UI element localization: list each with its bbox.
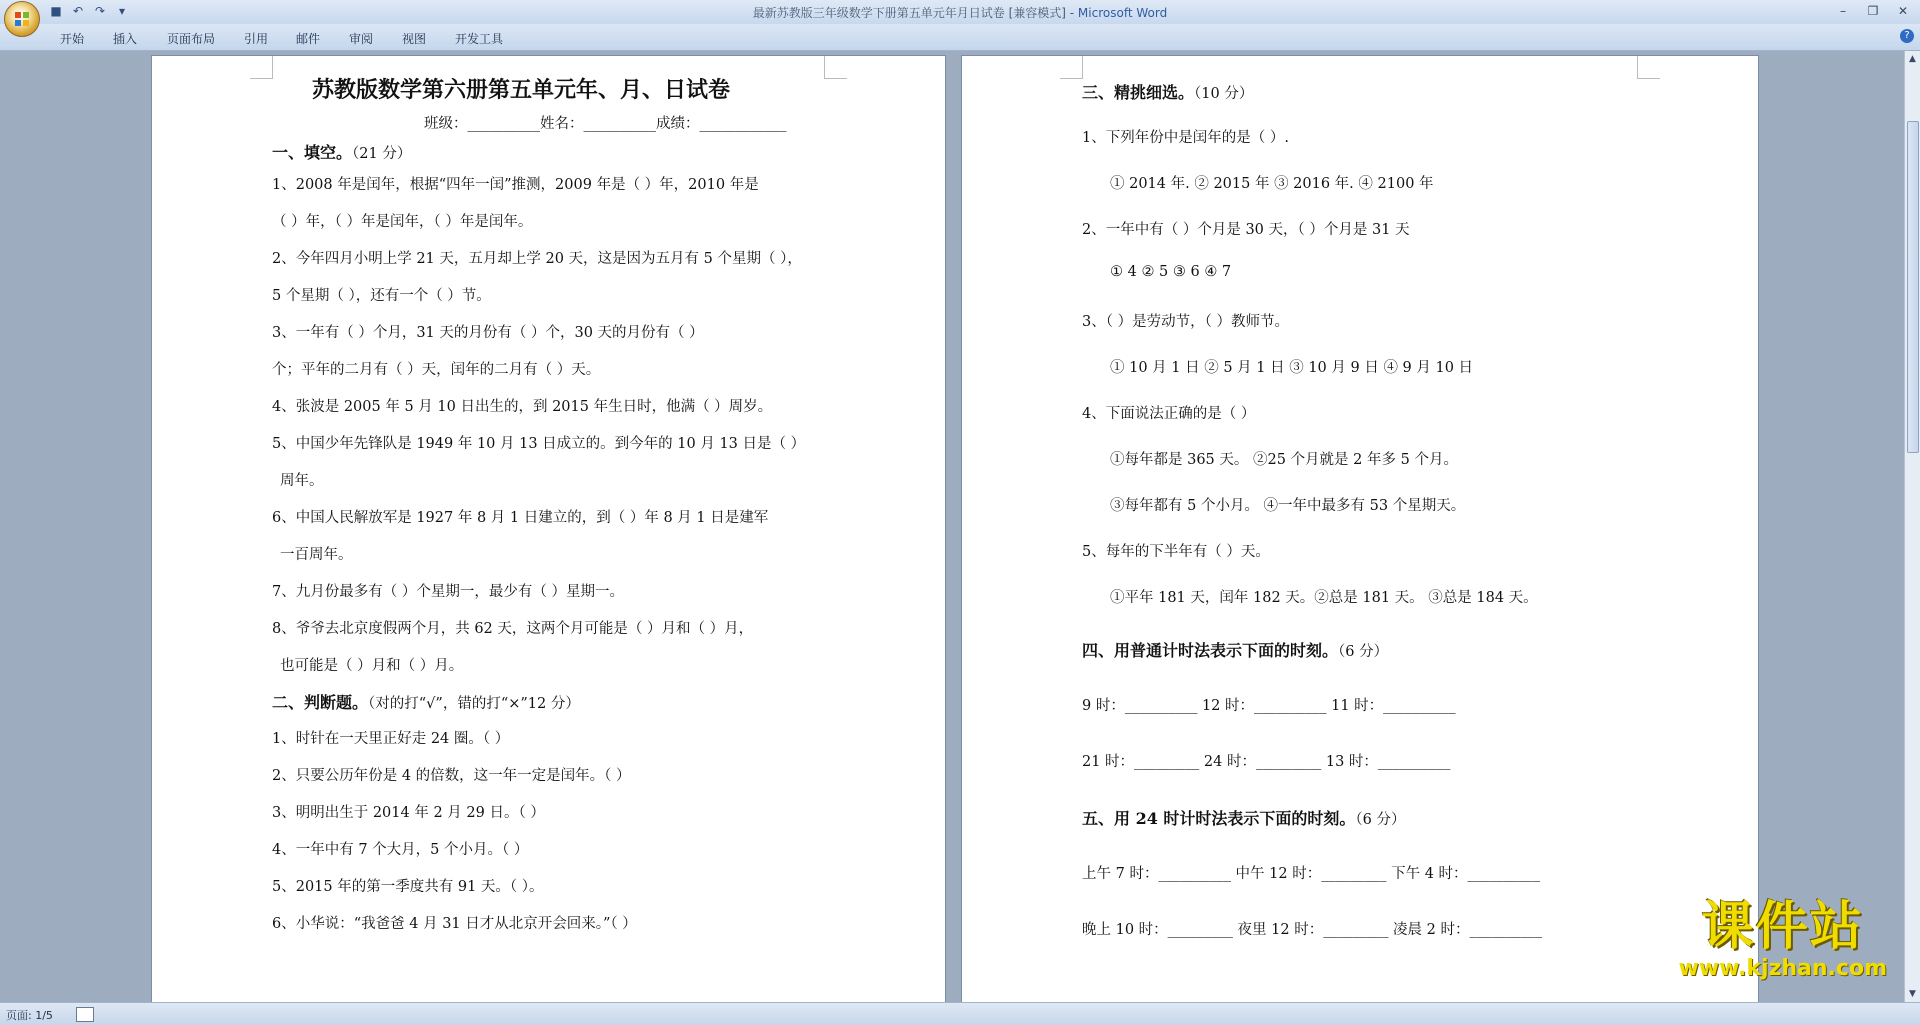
choice-q5: 5、每年的下半年有（ ）天。: [1082, 544, 1270, 560]
choice-q4-options-1: ①每年都是 365 天。 ②25 个月就是 2 年多 5 个月。: [1110, 452, 1458, 468]
choice-q1: 1、下列年份中是闰年的是（ ）.: [1082, 130, 1289, 146]
section-5-score: （6 分）: [1355, 812, 1406, 828]
time24-row-2: 晚上 10 时：_________ 夜里 12 时：_________ 凌晨 2 时：__________: [1082, 922, 1542, 938]
tab-review[interactable]: 审阅: [349, 32, 374, 46]
tab-references[interactable]: 引用: [244, 32, 269, 46]
section-1-score: （21 分）: [352, 146, 412, 162]
section-2-heading: 二、判断题。: [272, 693, 369, 712]
time-row-1: 9 时：__________ 12 时：__________ 11 时：__________: [1082, 698, 1456, 714]
choice-q3-options: ① 10 月 1 日 ② 5 月 1 日 ③ 10 月 9 日 ④ 9 月 10 日: [1110, 360, 1474, 376]
fill-line-10: 6、中国人民解放军是 1927 年 8 月 1 日建立的，到（ ）年 8 月 1 日是建军: [272, 510, 769, 526]
scroll-down-icon[interactable]: ▼: [1909, 989, 1916, 999]
judge-line-3: 3、明明出生于 2014 年 2 月 29 日。（ ）: [272, 805, 545, 821]
save-icon[interactable]: ■: [50, 4, 62, 18]
ribbon-tabs: [0, 24, 1920, 51]
fill-line-12: 7、九月份最多有（ ）个星期一，最少有（ ）星期一。: [272, 584, 624, 600]
tab-view[interactable]: 视图: [402, 32, 427, 46]
watermark: [1678, 898, 1887, 981]
time-row-2: 21 时：_________ 24 时：_________ 13 时：__________: [1082, 754, 1451, 770]
fill-line-13: 8、爷爷去北京度假两个月，共 62 天，这两个月可能是（ ）月和（ ）月，: [272, 621, 754, 637]
restore-icon[interactable]: ❐: [1867, 4, 1879, 18]
watermark-url: www.kjzhan.com: [1678, 956, 1887, 981]
tab-home[interactable]: 开始: [60, 32, 85, 46]
fill-line-6: 个；平年的二月有（ ）天，闰年的二月有（ ）天。: [272, 362, 601, 378]
choice-q4-options-2: ③每年都有 5 个小月。 ④一年中最多有 53 个星期天。: [1110, 498, 1466, 514]
choice-q2: 2、一年中有（ ）个月是 30 天，（ ）个月是 31 天: [1082, 222, 1410, 238]
fill-line-2: （ ）年，（ ）年是闰年，（ ）年是闰年。: [272, 214, 533, 230]
crop-mark: [824, 56, 847, 79]
fill-line-3: 2、今年四月小明上学 21 天，五月却上学 20 天，这是因为五月有 5 个星期（ ），: [272, 251, 802, 267]
app-name: Microsoft Word: [1077, 6, 1168, 20]
crop-mark: [250, 56, 273, 79]
crop-mark: [1060, 56, 1083, 79]
tab-mailings[interactable]: 邮件: [296, 32, 321, 46]
document-title-heading: 苏教版数学第六册第五单元年、月、日试卷: [312, 77, 731, 103]
section-4-score: （6 分）: [1338, 644, 1389, 660]
scrollbar-thumb[interactable]: [1907, 121, 1919, 453]
choice-q4: 4、下面说法正确的是（ ）: [1082, 406, 1256, 422]
judge-line-6: 6、小华说：“我爸爸 4 月 31 日才从北京开会回来。”（ ）: [272, 916, 637, 932]
section-5-heading: 五、用 24 时计时法表示下面的时刻。: [1082, 809, 1356, 828]
office-button[interactable]: [4, 1, 40, 37]
judge-line-1: 1、时针在一天里正好走 24 圈。（ ）: [272, 731, 510, 747]
judge-line-5: 5、2015 年的第一季度共有 91 天。（ ）。: [272, 879, 544, 895]
section-1-heading: 一、填空。: [272, 143, 353, 162]
crop-mark: [1637, 56, 1660, 79]
student-info-line: 班级：__________姓名：__________成绩：____________: [424, 116, 787, 132]
close-icon[interactable]: ✕: [1897, 4, 1909, 18]
judge-line-4: 4、一年中有 7 个大月，5 个小月。（ ）: [272, 842, 529, 858]
fill-line-11: 一百周年。: [280, 547, 353, 563]
fill-line-14: 也可能是（ ）月和（ ）月。: [280, 658, 464, 674]
redo-icon[interactable]: ↷: [94, 4, 106, 18]
page-indicator[interactable]: 页面: 1/5: [6, 1009, 53, 1022]
scroll-up-icon[interactable]: ▲: [1909, 54, 1916, 64]
office-logo-icon: [14, 11, 30, 27]
undo-icon[interactable]: ↶: [72, 4, 84, 18]
choice-q3: 3、（ ）是劳动节，（ ）教师节。: [1082, 314, 1289, 330]
section-3-score: （10 分）: [1194, 86, 1254, 102]
help-icon[interactable]: ?: [1900, 29, 1914, 43]
watermark-title: 课件站: [1701, 896, 1864, 957]
window-controls: [1832, 2, 1914, 20]
document-page-right[interactable]: [962, 56, 1758, 1003]
document-workspace[interactable]: [0, 51, 1905, 1003]
section-3-heading: 三、精挑细选。: [1082, 83, 1195, 102]
section-2-note: （对的打“√”，错的打“×”12 分）: [368, 696, 580, 712]
document-page-left[interactable]: [152, 56, 945, 1003]
document-title: 最新苏教版三年级数学下册第五单元年月日试卷 [兼容模式] -: [752, 6, 1078, 20]
fill-line-9: 周年。: [280, 473, 324, 489]
title-bar: [0, 0, 1920, 25]
section-4-heading: 四、用普通计时法表示下面的时刻。: [1082, 641, 1339, 660]
minimize-icon[interactable]: –: [1840, 4, 1846, 18]
time24-row-1: 上午 7 时：__________ 中午 12 时：_________ 下午 4 时：__________: [1082, 866, 1541, 882]
choice-q5-options: ①平年 181 天，闰年 182 天。②总是 181 天。 ③总是 184 天。: [1110, 590, 1538, 606]
tab-developer[interactable]: 开发工具: [455, 32, 504, 46]
fill-line-8: 5、中国少年先锋队是 1949 年 10 月 13 日成立的。到今年的 10 月 13 日是（ ）: [272, 436, 806, 452]
status-bar: [0, 1002, 1920, 1025]
fill-line-4: 5 个星期（ ），还有一个（ ）节。: [272, 288, 491, 304]
window-title: [0, 4, 1920, 21]
fill-line-5: 3、一年有（ ）个月，31 天的月份有（ ）个，30 天的月份有（ ）: [272, 325, 704, 341]
choice-q2-options: ① 4 ② 5 ③ 6 ④ 7: [1110, 264, 1232, 280]
proofing-icon[interactable]: [76, 1007, 94, 1022]
choice-q1-options: ① 2014 年. ② 2015 年 ③ 2016 年. ④ 2100 年: [1110, 176, 1434, 192]
tab-page-layout[interactable]: 页面布局: [167, 32, 216, 46]
judge-line-2: 2、只要公历年份是 4 的倍数，这一年一定是闰年。（ ）: [272, 768, 631, 784]
tab-insert[interactable]: 插入: [113, 32, 138, 46]
vertical-scrollbar[interactable]: [1904, 51, 1920, 1003]
customize-dropdown-icon[interactable]: ▾: [118, 4, 126, 18]
fill-line-1: 1、2008 年是闰年，根据“四年一闰”推测，2009 年是（ ）年，2010 年是: [272, 177, 759, 193]
fill-line-7: 4、张波是 2005 年 5 月 10 日出生的，到 2015 年生日时，他满（ ）周岁。: [272, 399, 773, 415]
